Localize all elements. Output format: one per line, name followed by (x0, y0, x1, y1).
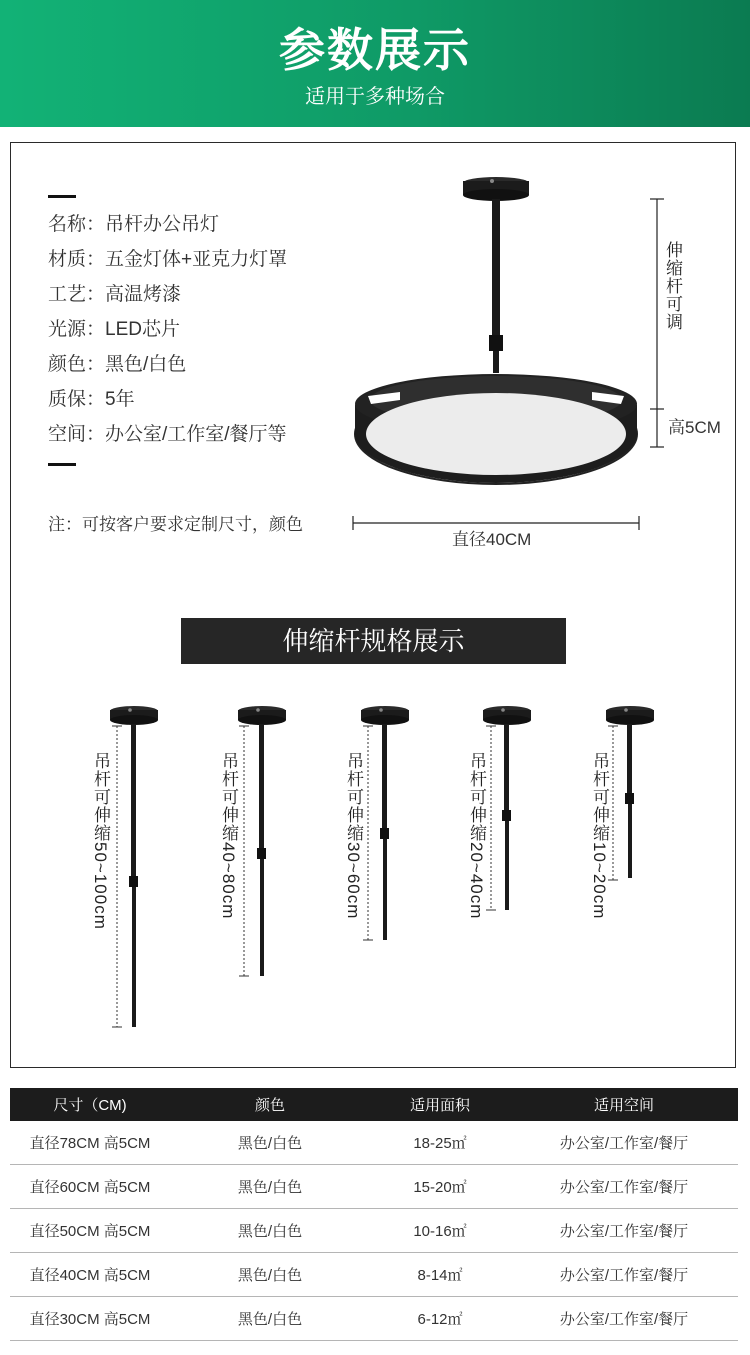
table-header-size: 尺寸（CM) (10, 1088, 170, 1121)
spec-color: 颜色：黑色/白色 (48, 354, 187, 375)
cell-size: 直径60CM 高5CM (10, 1165, 170, 1209)
cell-color: 黑色/白色 (170, 1165, 370, 1209)
table-row (10, 1121, 738, 1165)
cell-size: 直径50CM 高5CM (10, 1209, 170, 1253)
rod-2 (238, 706, 286, 976)
cell-size: 直径30CM 高5CM (10, 1297, 170, 1341)
cell-area: 6-12㎡ (370, 1297, 510, 1341)
lamp-rod (492, 199, 500, 335)
cell-space: 办公室/工作室/餐厅 (510, 1297, 738, 1341)
page-title: 参数展示 (279, 24, 471, 76)
custom-note: 注：可按客户要求定制尺寸，颜色 (48, 515, 303, 534)
rod-3 (361, 706, 409, 940)
cell-size: 直径78CM 高5CM (10, 1121, 170, 1165)
cell-space: 办公室/工作室/餐厅 (510, 1209, 738, 1253)
lamp-canopy (463, 177, 529, 201)
table-row (10, 1253, 738, 1297)
cell-space: 办公室/工作室/餐厅 (510, 1165, 738, 1209)
cell-area: 8-14㎡ (370, 1253, 510, 1297)
rod-1 (110, 706, 158, 1027)
table-row (10, 1165, 738, 1209)
table-header-row (10, 1088, 738, 1121)
cell-size: 直径40CM 高5CM (10, 1253, 170, 1297)
rod-label-2: 吊杆可伸缩40~80cm (219, 752, 238, 920)
diameter-dimension (353, 516, 639, 530)
rod-label-5: 吊杆可伸缩10~20cm (590, 752, 609, 920)
size-table (10, 1088, 738, 1341)
cell-color: 黑色/白色 (170, 1121, 370, 1165)
rod-4 (483, 706, 531, 910)
lamp-rod-joint (489, 335, 503, 351)
table-header-space: 适用空间 (510, 1088, 738, 1121)
spec-space: 空间：办公室/工作室/餐厅等 (48, 424, 287, 445)
table-row (10, 1297, 738, 1341)
cell-color: 黑色/白色 (170, 1209, 370, 1253)
page-subtitle: 适用于多种场合 (305, 86, 445, 108)
cell-color: 黑色/白色 (170, 1297, 370, 1341)
table-header-area: 适用面积 (370, 1088, 510, 1121)
cell-color: 黑色/白色 (170, 1253, 370, 1297)
rod-5 (606, 706, 654, 880)
cell-area: 18-25㎡ (370, 1121, 510, 1165)
lamp-ring (355, 374, 637, 484)
diameter-label: 直径40CM (452, 530, 532, 549)
spec-name: 名称：吊杆办公吊灯 (48, 214, 220, 235)
spec-material: 材质：五金灯体+亚克力灯罩 (48, 249, 288, 270)
rod-label-1: 吊杆可伸缩50~100cm (91, 752, 110, 930)
rod-label-4: 吊杆可伸缩20~40cm (467, 752, 486, 920)
cell-area: 15-20㎡ (370, 1165, 510, 1209)
spec-warranty: 质保：5年 (48, 389, 135, 410)
table-header-color: 颜色 (170, 1088, 370, 1121)
spec-process: 工艺：高温烤漆 (48, 284, 182, 305)
table-row (10, 1209, 738, 1253)
rod-label-3: 吊杆可伸缩30~60cm (344, 752, 363, 920)
rod-adjustable-label: 伸缩杆可调 (663, 241, 682, 331)
cell-area: 10-16㎡ (370, 1209, 510, 1253)
height-label: 高5CM (668, 418, 721, 437)
spec-light-source: 光源：LED芯片 (48, 319, 180, 340)
cell-space: 办公室/工作室/餐厅 (510, 1121, 738, 1165)
rods-section-title: 伸缩杆规格展示 (181, 618, 566, 664)
cell-space: 办公室/工作室/餐厅 (510, 1253, 738, 1297)
